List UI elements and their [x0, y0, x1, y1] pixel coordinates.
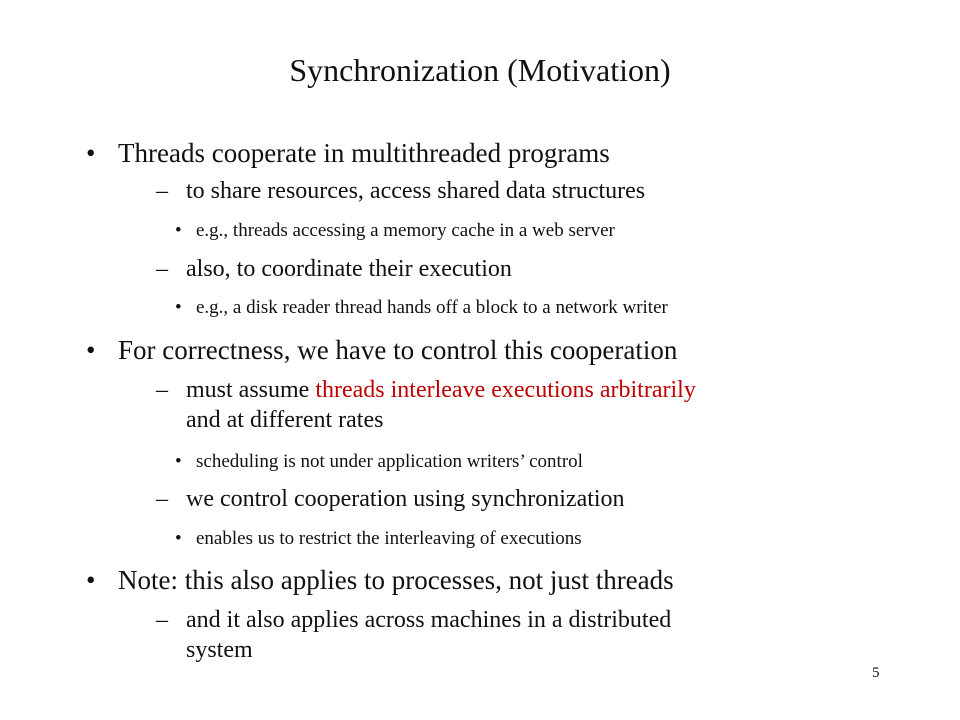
- bullet-level3-text: enables us to restrict the interleaving of executions: [196, 528, 582, 549]
- bullet-level2-text: [186, 375, 696, 405]
- bullet-small-icon: •: [175, 220, 182, 241]
- dash-icon: –: [156, 607, 168, 633]
- bullet-level2-text: to share resources, access shared data structures: [186, 178, 646, 204]
- bullet-level2-continuation: system: [186, 637, 253, 663]
- dash-icon: –: [156, 256, 168, 282]
- page-number: 5: [872, 665, 880, 681]
- bullet-level3-text: scheduling is not under application writers’ control: [196, 451, 583, 472]
- text-plain: must assume: [186, 377, 316, 403]
- dash-icon: –: [156, 377, 168, 403]
- bullet-level2-continuation: and at different rates: [186, 407, 384, 433]
- bullet-icon: •: [86, 138, 96, 168]
- bullet-small-icon: •: [175, 297, 182, 318]
- slide-title: Synchronization (Motivation): [289, 52, 671, 88]
- bullet-level2-text: also, to coordinate their execution: [186, 256, 512, 282]
- bullet-level3-text: e.g., threads accessing a memory cache in a web server: [196, 220, 615, 241]
- text-highlight: threads interleave executions arbitrarily: [315, 377, 696, 403]
- bullet-level1-text: Threads cooperate in multithreaded programs: [118, 138, 610, 168]
- bullet-icon: •: [86, 335, 96, 365]
- bullet-level2-text: we control cooperation using synchronization: [186, 486, 625, 512]
- bullet-icon: •: [86, 565, 96, 595]
- dash-icon: –: [156, 178, 168, 204]
- bullet-level3-text: e.g., a disk reader thread hands off a block to a network writer: [196, 297, 668, 318]
- bullet-level2-text: and it also applies across machines in a distributed: [186, 607, 672, 633]
- bullet-small-icon: •: [175, 528, 182, 549]
- bullet-small-icon: •: [175, 451, 182, 472]
- dash-icon: –: [156, 486, 168, 512]
- bullet-level1-text: Note: this also applies to processes, not just threads: [118, 565, 674, 595]
- bullet-level1-text: For correctness, we have to control this cooperation: [118, 335, 678, 365]
